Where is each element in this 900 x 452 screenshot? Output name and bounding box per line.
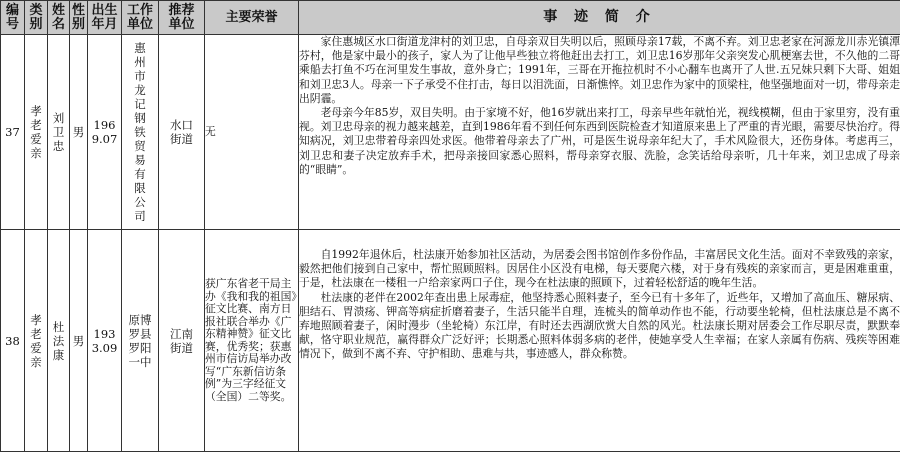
table-row bbox=[1, 230, 900, 452]
header-recommend-unit: 推荐单位 bbox=[159, 1, 205, 35]
header-sex: 性别 bbox=[70, 1, 88, 35]
header-row bbox=[1, 1, 900, 35]
cell-honors: 获广东省老干局主办《我和我的祖国》征文比赛、南方日报社联合举办《广东精神赞》征文比赛，优秀奖；获惠州市信访局举办改写“广东新信访条例”为三字经征文（全国）二等奖。 bbox=[205, 230, 299, 452]
cell-sex: 男 bbox=[70, 35, 88, 230]
header-birth: 出生年月 bbox=[88, 1, 122, 35]
narrative-paragraph: 自1992年退休后，杜法康开始参加社区活动，为居委会图书馆创作多份作品，丰富居民文化生活。面对不幸致残的亲家，毅然把他们接到自己家中，帮忙照顾照料。因居住小区没有电梯，每天要爬六楼，对于身有残疾的亲家而言，更是困难重重，于是，杜法康在一楼租一户给亲家两口子住，现今在杜法康的照顾下，过着轻松舒适的晚年生活。 bbox=[299, 248, 900, 291]
cell-category: 孝老爱亲 bbox=[25, 230, 48, 452]
cell-narrative bbox=[299, 230, 900, 452]
cell-work-unit: 惠州市龙记钢铁贸易有限公司 bbox=[122, 35, 159, 230]
cell-name: 刘卫忠 bbox=[48, 35, 70, 230]
cell-honors: 无 bbox=[205, 35, 299, 230]
cell-recommend-unit: 江南街道 bbox=[159, 230, 205, 452]
cell-narrative bbox=[299, 35, 900, 230]
table-row bbox=[1, 35, 900, 230]
cell-sex: 男 bbox=[70, 230, 88, 452]
header-id: 编号 bbox=[1, 1, 25, 35]
cell-category: 孝老爱亲 bbox=[25, 35, 48, 230]
header-honors: 主要荣誉 bbox=[205, 1, 299, 35]
cell-id: 38 bbox=[1, 230, 25, 452]
narrative-paragraph: 老母亲今年85岁，双目失明。由于家境不好，他16岁就出来打工，母亲早些年就怕光，视线模糊，但由于家里穷，没有重视。刘卫忠母亲的视力越来越差，直到1986年看不到任何东西到医院检查才知道原来患上了严重的青光眼，需要尽快治疗。得知病况，刘卫忠带着母亲四处求医。他带着母亲去了广州，可是医生说母亲年纪大了，手术风险很大，还伤身体。考虑再三，刘卫忠和妻子决定放弃手术，把母亲接回家悉心照料，帮母亲穿衣服、洗脸，念笑话给母亲听，几十年来，刘卫忠成了母亲的“眼睛”。 bbox=[299, 106, 900, 177]
header-name: 姓名 bbox=[48, 1, 70, 35]
cell-birth: 1969.07 bbox=[88, 35, 122, 230]
header-work-unit: 工作单位 bbox=[122, 1, 159, 35]
header-narrative: 事 迹 简 介 bbox=[299, 1, 900, 35]
narrative-paragraph: 家住惠城区水口街道龙津村的刘卫忠，自母亲双目失明以后，照顾母亲17载，不离不弃。刘卫忠老家在河源龙川赤光镇潭芬村，他是家中最小的孩子，家人为了让他早些独立将他赶出去打工，刘卫忠16岁那年父亲突发心肌梗塞去世，不久他的二哥乘船去打鱼不巧在河里发生事故，意外身亡；1991年，三哥在开拖拉机时不小心翻车也离开了人世.五兄妹只剩下大哥、姐姐和刘卫忠3人。母亲一下子承受不住打击，每日以泪洗面，日渐憔悴。刘卫忠作为家中的顶梁柱，他坚强地面对一切，带母亲走出阴霾。 bbox=[299, 35, 900, 106]
narrative-paragraph: 杜法康的老伴在2002年查出患上尿毒症，他坚持悉心照料妻子，至今已有十多年了，近些年，又增加了高血压、糖尿病、胆结石、胃溃疡、钾高等病症折磨着妻子，生活只能半自理，连梳头的简单动作也不能，行动要坐轮椅，但杜法康总是不离不弃地照顾着妻子，闲时漫步（坐轮椅）东江岸，有时还去西湖欣赏大自然的风光。杜法康长期对居委会工作尽职尽责，默默奉献，恪守职业规范，赢得群众广泛好评；长期悉心照料体弱多病的老伴，使她享受人生幸福；在家人亲属有伤病、残疾等困难情况下，做到不离不弃、守护相助、患难与共，事迹感人，群众称赞。 bbox=[299, 291, 900, 362]
cell-name: 杜法康 bbox=[48, 230, 70, 452]
cell-birth: 1933.09 bbox=[88, 230, 122, 452]
cell-work-unit: 原博罗县罗阳一中 bbox=[122, 230, 159, 452]
cell-recommend-unit: 水口街道 bbox=[159, 35, 205, 230]
cell-id: 37 bbox=[1, 35, 25, 230]
header-category: 类别 bbox=[25, 1, 48, 35]
